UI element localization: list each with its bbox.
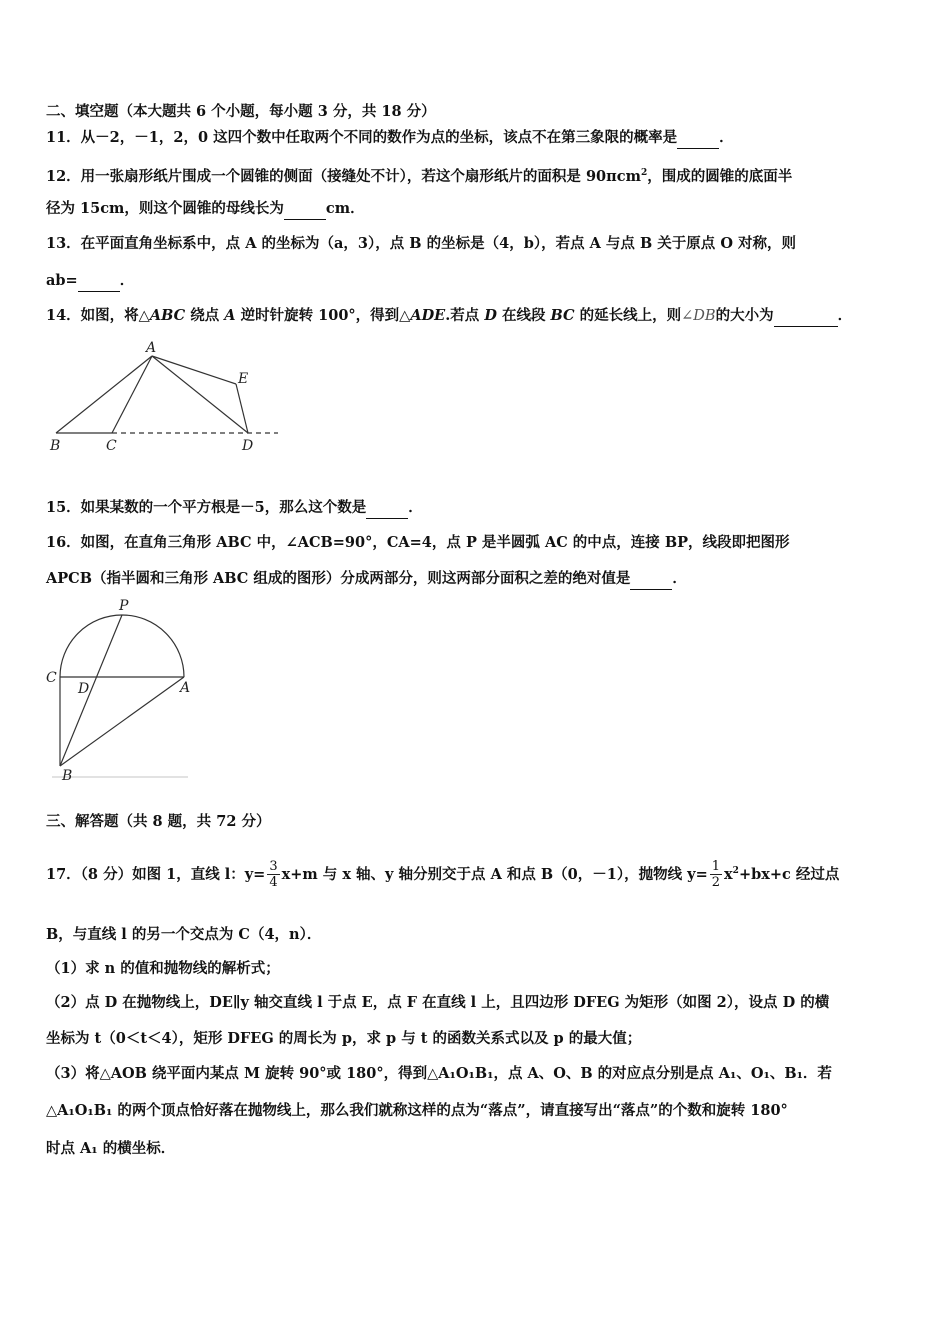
q14-text-2: 绕点 [185,307,225,324]
q17-frac2-denominator: 2 [711,875,721,891]
section-2-heading: 二、填空题（本大题共 6 个小题，每小题 3 分，共 18 分） [46,103,436,120]
question-12-line1 [46,163,910,187]
question-13-line2 [46,271,910,292]
fig14-label-c: C [106,438,117,454]
q11-text: 11．从－2，－1，2，0 这四个数中任取两个不同的数作为点的坐标，该点不在第三象限的概率是 [46,129,678,146]
q15-end: ． [408,499,423,516]
fig16-label-c: C [46,670,57,686]
q15-answer-blank [366,498,408,519]
question-12-line2 [46,199,910,220]
q13-end: ． [119,272,135,289]
question-15 [46,498,910,519]
q12-text-a: 12．用一张扇形纸片围成一个圆锥的侧面（接缝处不计），若这个扇形纸片的面积是 90πcm [46,167,641,185]
q14-text-3: 逆时针旋转 100°，得到△ [235,307,411,324]
q11-answer-blank [677,128,719,149]
q17-frac1-denominator: 4 [269,875,278,891]
q14-text-4: .若点 [445,307,485,324]
q14-answer-blank [774,306,838,327]
fig14-line-ed [236,384,248,433]
q14-text-1: 14．如图，将△ [46,307,150,324]
fig14-line-ac [112,356,152,433]
fig14-label-e: E [238,371,249,387]
q16-end: ． [672,570,687,587]
q13-text-line2: ab= [46,272,78,289]
question-17-line1 [46,852,910,894]
q14-text-7: 的大小为 [715,307,774,324]
fig16-label-p: P [119,598,129,614]
question-13-line1: 13．在平面直角坐标系中，点 A 的坐标为（a，3），点 B 的坐标是（4，b），若点 A 与点 B 关于原点 O 对称，则 [46,235,797,252]
q12-unit: cm． [325,200,365,217]
q12-superscript: 2 [640,168,648,178]
question-17-part3-line3: 时点 A₁ 的横坐标． [46,1140,176,1157]
fig14-label-b: B [50,438,61,454]
fig16-label-a: A [180,680,191,696]
section-3-heading: 三、解答题（共 8 题，共 72 分） [46,813,271,830]
q14-point-a: A [224,307,236,324]
q16-answer-blank [630,569,672,590]
q14-bc: BC [550,307,575,324]
fig16-label-b: B [62,768,73,784]
question-17-part2-line1: （2）点 D 在抛物线上，DE∥y 轴交直线 l 于点 E，点 F 在直线 l 上，且四边形 DFEG 为矩形（如图 2），设点 D 的横 [46,994,830,1011]
question-17-part3-line2: △A₁O₁B₁ 的两个顶点恰好落在抛物线上，那么我们就称这样的点为“落点”，请直接写出“落点”的个数和旋转 180° [46,1102,788,1119]
question-16-line2 [46,569,910,590]
q16-text-line2: APCB（指半圆和三角形 ABC 组成的图形）分成两部分，则这两部分面积之差的绝对值是 [46,570,631,587]
q17-fraction-3-4 [267,859,279,890]
q17-superscript: 2 [732,866,739,876]
q12-text-b: ，围成的圆锥的底面半 [647,167,793,185]
fig14-label-d: D [242,438,254,454]
q14-point-d: D [484,307,497,324]
q14-text-6: 的延长线上，则 [574,307,682,324]
q12-answer-blank [284,199,326,220]
q14-abc: ABC [149,307,186,324]
q17-text-3: x [724,865,733,883]
fig14-label-a: A [146,340,157,356]
question-17-line2: B，与直线 l 的另一个交点为 C（4，n）． [46,926,322,943]
question-16-line1: 16．如图，在直角三角形 ABC 中，∠ACB=90°，CA=4，点 P 是半圆弧 AC 的中点，连接 BP，线段即把图形 [46,534,790,551]
fig14-line-ad [152,356,248,433]
question-17-part1: （1）求 n 的值和抛物线的解析式； [46,960,280,977]
q11-end: ． [719,129,734,146]
q12-text-line2: 径为 15cm，则这个圆锥的母线长为 [46,200,284,217]
q15-text: 15．如果某数的一个平方根是－5，那么这个数是 [46,499,367,516]
question-14 [46,306,910,327]
q17-text-1: 17．（8 分）如图 1，直线 l：y= [46,865,266,883]
q17-frac1-numerator: 3 [269,859,278,875]
question-11 [46,128,910,149]
figure-14 [46,338,286,456]
fig14-line-ae [152,356,236,384]
q17-text-4: +bx+c 经过点 [738,865,840,883]
q17-text-2: x+m 与 x 轴、y 轴分别交于点 A 和点 B（0，－1），抛物线 y= [281,865,708,883]
fig16-label-d: D [78,681,90,697]
q13-answer-blank [78,271,120,292]
q14-text-5: 在线段 [496,307,551,324]
q17-frac2-numerator: 1 [711,859,721,875]
question-17-part2-line2: 坐标为 t（0＜t＜4），矩形 DFEG 的周长为 p，求 p 与 t 的函数关系式以及 p 的最大值； [46,1030,642,1047]
q14-angle: ∠DB [681,308,716,324]
fig16-semicircle-arc [60,615,184,677]
figure-16 [40,596,200,786]
q17-fraction-1-2 [710,859,722,890]
question-17-part3-line1: （3）将△AOB 绕平面内某点 M 旋转 90°或 180°，得到△A₁O₁B₁，点 A、O、B 的对应点分别是点 A₁、O₁、B₁．若 [46,1065,832,1082]
fig14-line-ab [56,356,152,433]
q14-ade: ADE [410,307,446,324]
q14-end: ． [837,307,853,324]
